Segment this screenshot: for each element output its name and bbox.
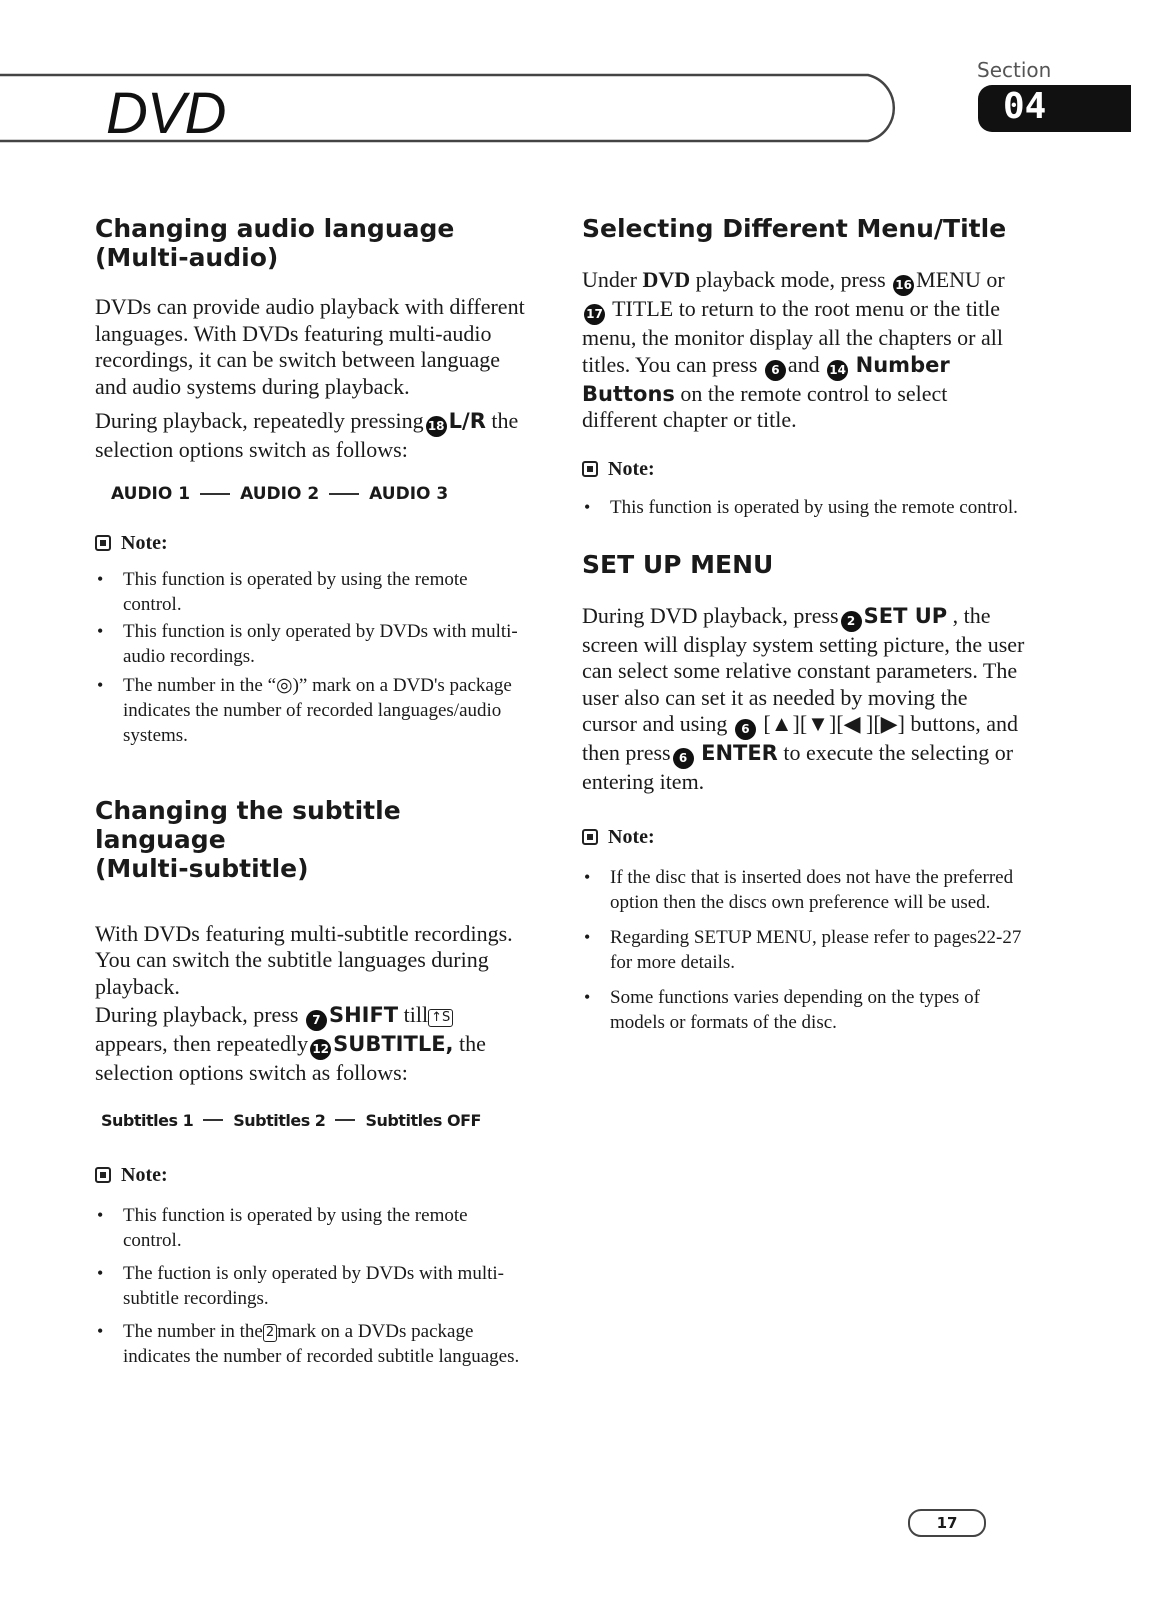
note-icon: [95, 535, 111, 551]
setup-notes: [582, 865, 1027, 1035]
note-item: • The fuction is only operated by DVDs with multi-subtitle recordings.: [95, 1261, 530, 1311]
left-column: [95, 214, 530, 1369]
menu-heading: Selecting Different Menu/Title: [582, 214, 1007, 243]
note-item: • This function is operated by using the remote control.: [582, 495, 1027, 520]
note-item: • This function is operated by using the remote control.: [95, 1203, 530, 1253]
menu-text: and: [787, 351, 820, 377]
note-item: • If the disc that is inserted does not have the preferred option then the discs own preference will be used.: [582, 865, 1027, 915]
subtitle-instr-text-3: appears, then repeatedly: [95, 1031, 309, 1056]
subtitle-instr-text: During playback, press: [95, 1002, 299, 1027]
subtitle-key-label: SUBTITLE,: [333, 1032, 454, 1056]
button-16-icon: 16: [893, 275, 914, 296]
button-7-icon: 7: [306, 1010, 327, 1031]
number-buttons-label: Number Buttons: [582, 352, 950, 406]
enter-key-label: ENTER: [701, 741, 778, 765]
menu-note-header: [582, 458, 1027, 481]
page-number: 17: [908, 1509, 986, 1537]
menu-instructions: [582, 267, 1027, 434]
menu-text: playback mode, press: [695, 267, 886, 292]
audio-notes: [95, 567, 530, 748]
subtitle-heading: [95, 796, 530, 883]
audio-heading: [95, 214, 530, 272]
button-12-icon: 12: [310, 1039, 331, 1060]
menu-text: MENU or: [916, 267, 1005, 292]
note-text: The number in the: [123, 1320, 263, 1342]
subtitle-instructions: [95, 1002, 530, 1087]
note-label: Note:: [608, 457, 655, 480]
note-item: • This function is operated by using the remote control.: [95, 567, 530, 617]
setup-instructions: [582, 603, 1027, 796]
subtitle-seq-item: Subtitles 1: [101, 1110, 194, 1130]
button-6-icon: 6: [735, 719, 756, 740]
button-2-icon: 2: [841, 611, 862, 632]
sequence-dash: [329, 493, 359, 495]
note-icon: [95, 1167, 111, 1183]
audio-instructions: [95, 408, 530, 464]
subtitle-shift-icon: ↑S: [428, 1009, 453, 1027]
note-label: Note:: [121, 1163, 168, 1186]
subtitle-instr-text-2: till: [403, 1002, 429, 1027]
setup-heading: SET UP MENU: [582, 549, 774, 579]
audio-heading-line1: Changing audio language: [95, 214, 455, 243]
setup-note-header: [582, 826, 1027, 849]
subtitle-note-header: [95, 1164, 530, 1187]
audio-seq-item: AUDIO 3: [369, 483, 449, 504]
subtitle-seq-item: Subtitles OFF: [365, 1110, 481, 1130]
button-6-icon: 6: [765, 360, 786, 381]
menu-text: Under: [582, 267, 637, 292]
note-label: Note:: [608, 825, 655, 848]
lr-key-label: L/R: [448, 409, 486, 433]
shift-key-label: SHIFT: [328, 1003, 399, 1027]
menu-notes: [582, 495, 1027, 520]
sequence-dash: [335, 1119, 355, 1121]
subtitle-heading-line2: (Multi-subtitle): [95, 853, 309, 883]
note-item: • Regarding SETUP MENU, please refer to pages22-27 for more details.: [582, 925, 1027, 975]
setup-text: , the screen will display system setting picture, the user can select some relative constant parameters. The user also can set it as needed by moving the cursor and using: [582, 602, 1025, 736]
audio-intro: DVDs can provide audio playback with different languages. With DVDs featuring multi-audio recordings, it can be switch between language and audio systems during playback.: [95, 294, 525, 399]
note-item: • Some functions varies depending on the types of models or formats of the disc.: [582, 985, 1027, 1035]
note-label: Note:: [121, 531, 168, 554]
subtitle-notes: [95, 1203, 530, 1369]
audio-instr-text: During playback, repeatedly pressing: [95, 408, 424, 433]
audio-instr-text-2: the selection options switch as follows:: [95, 408, 519, 462]
note-icon: [582, 829, 598, 845]
setup-text: [▲][▼][◀ ][▶] buttons, and then press: [582, 711, 1018, 765]
section-label: Section: [977, 58, 1052, 82]
subtitle-sequence: [101, 1111, 530, 1130]
subtitle-intro: With DVDs featuring multi-subtitle recordings. You can switch the subtitle languages during playback.: [95, 920, 513, 999]
right-column: [582, 214, 1027, 1035]
dvd-label: DVD: [642, 267, 691, 292]
audio-sequence: [111, 484, 530, 504]
note-icon: [582, 461, 598, 477]
button-6-icon: 6: [673, 748, 694, 769]
audio-seq-item: AUDIO 1: [111, 483, 191, 504]
subtitle-instr-text-4: the selection options switch as follows:: [95, 1031, 486, 1085]
menu-text: on the remote control to select different chapter or title.: [582, 380, 948, 432]
audio-seq-item: AUDIO 2: [240, 483, 320, 504]
audio-note-header: [95, 532, 530, 555]
subtitle-seq-item: Subtitles 2: [233, 1110, 326, 1130]
button-17-icon: 17: [584, 304, 605, 325]
subtitle-heading-line1: Changing the subtitle language: [95, 795, 401, 854]
setup-text: During DVD playback, press: [582, 602, 839, 628]
sequence-dash: [200, 493, 230, 495]
audio-heading-line2: (Multi-audio): [95, 243, 279, 272]
setup-text: to execute the selecting or entering item.: [582, 740, 1014, 794]
menu-text: TITLE to return to the root menu or the title menu, the monitor display all the chapters or all titles. You can press: [582, 296, 1003, 377]
sequence-dash: [203, 1119, 223, 1121]
subtitle-count-icon: 2: [263, 1324, 277, 1342]
button-18-icon: 18: [426, 416, 447, 437]
note-text: mark on a DVDs package indicates the number of recorded subtitle languages.: [123, 1320, 520, 1367]
section-number: 04: [1003, 86, 1047, 127]
note-item: [95, 1319, 530, 1369]
button-14-icon: 14: [827, 360, 848, 381]
note-item: • The number in the “◎)” mark on a DVD's package indicates the number of recorded languages/audio systems.: [95, 673, 530, 748]
header-title: DVD: [106, 81, 226, 146]
note-item: • This function is only operated by DVDs with multi-audio recordings.: [95, 619, 530, 669]
setup-key-label: SET UP: [863, 603, 948, 628]
section-badge: [978, 85, 1131, 132]
